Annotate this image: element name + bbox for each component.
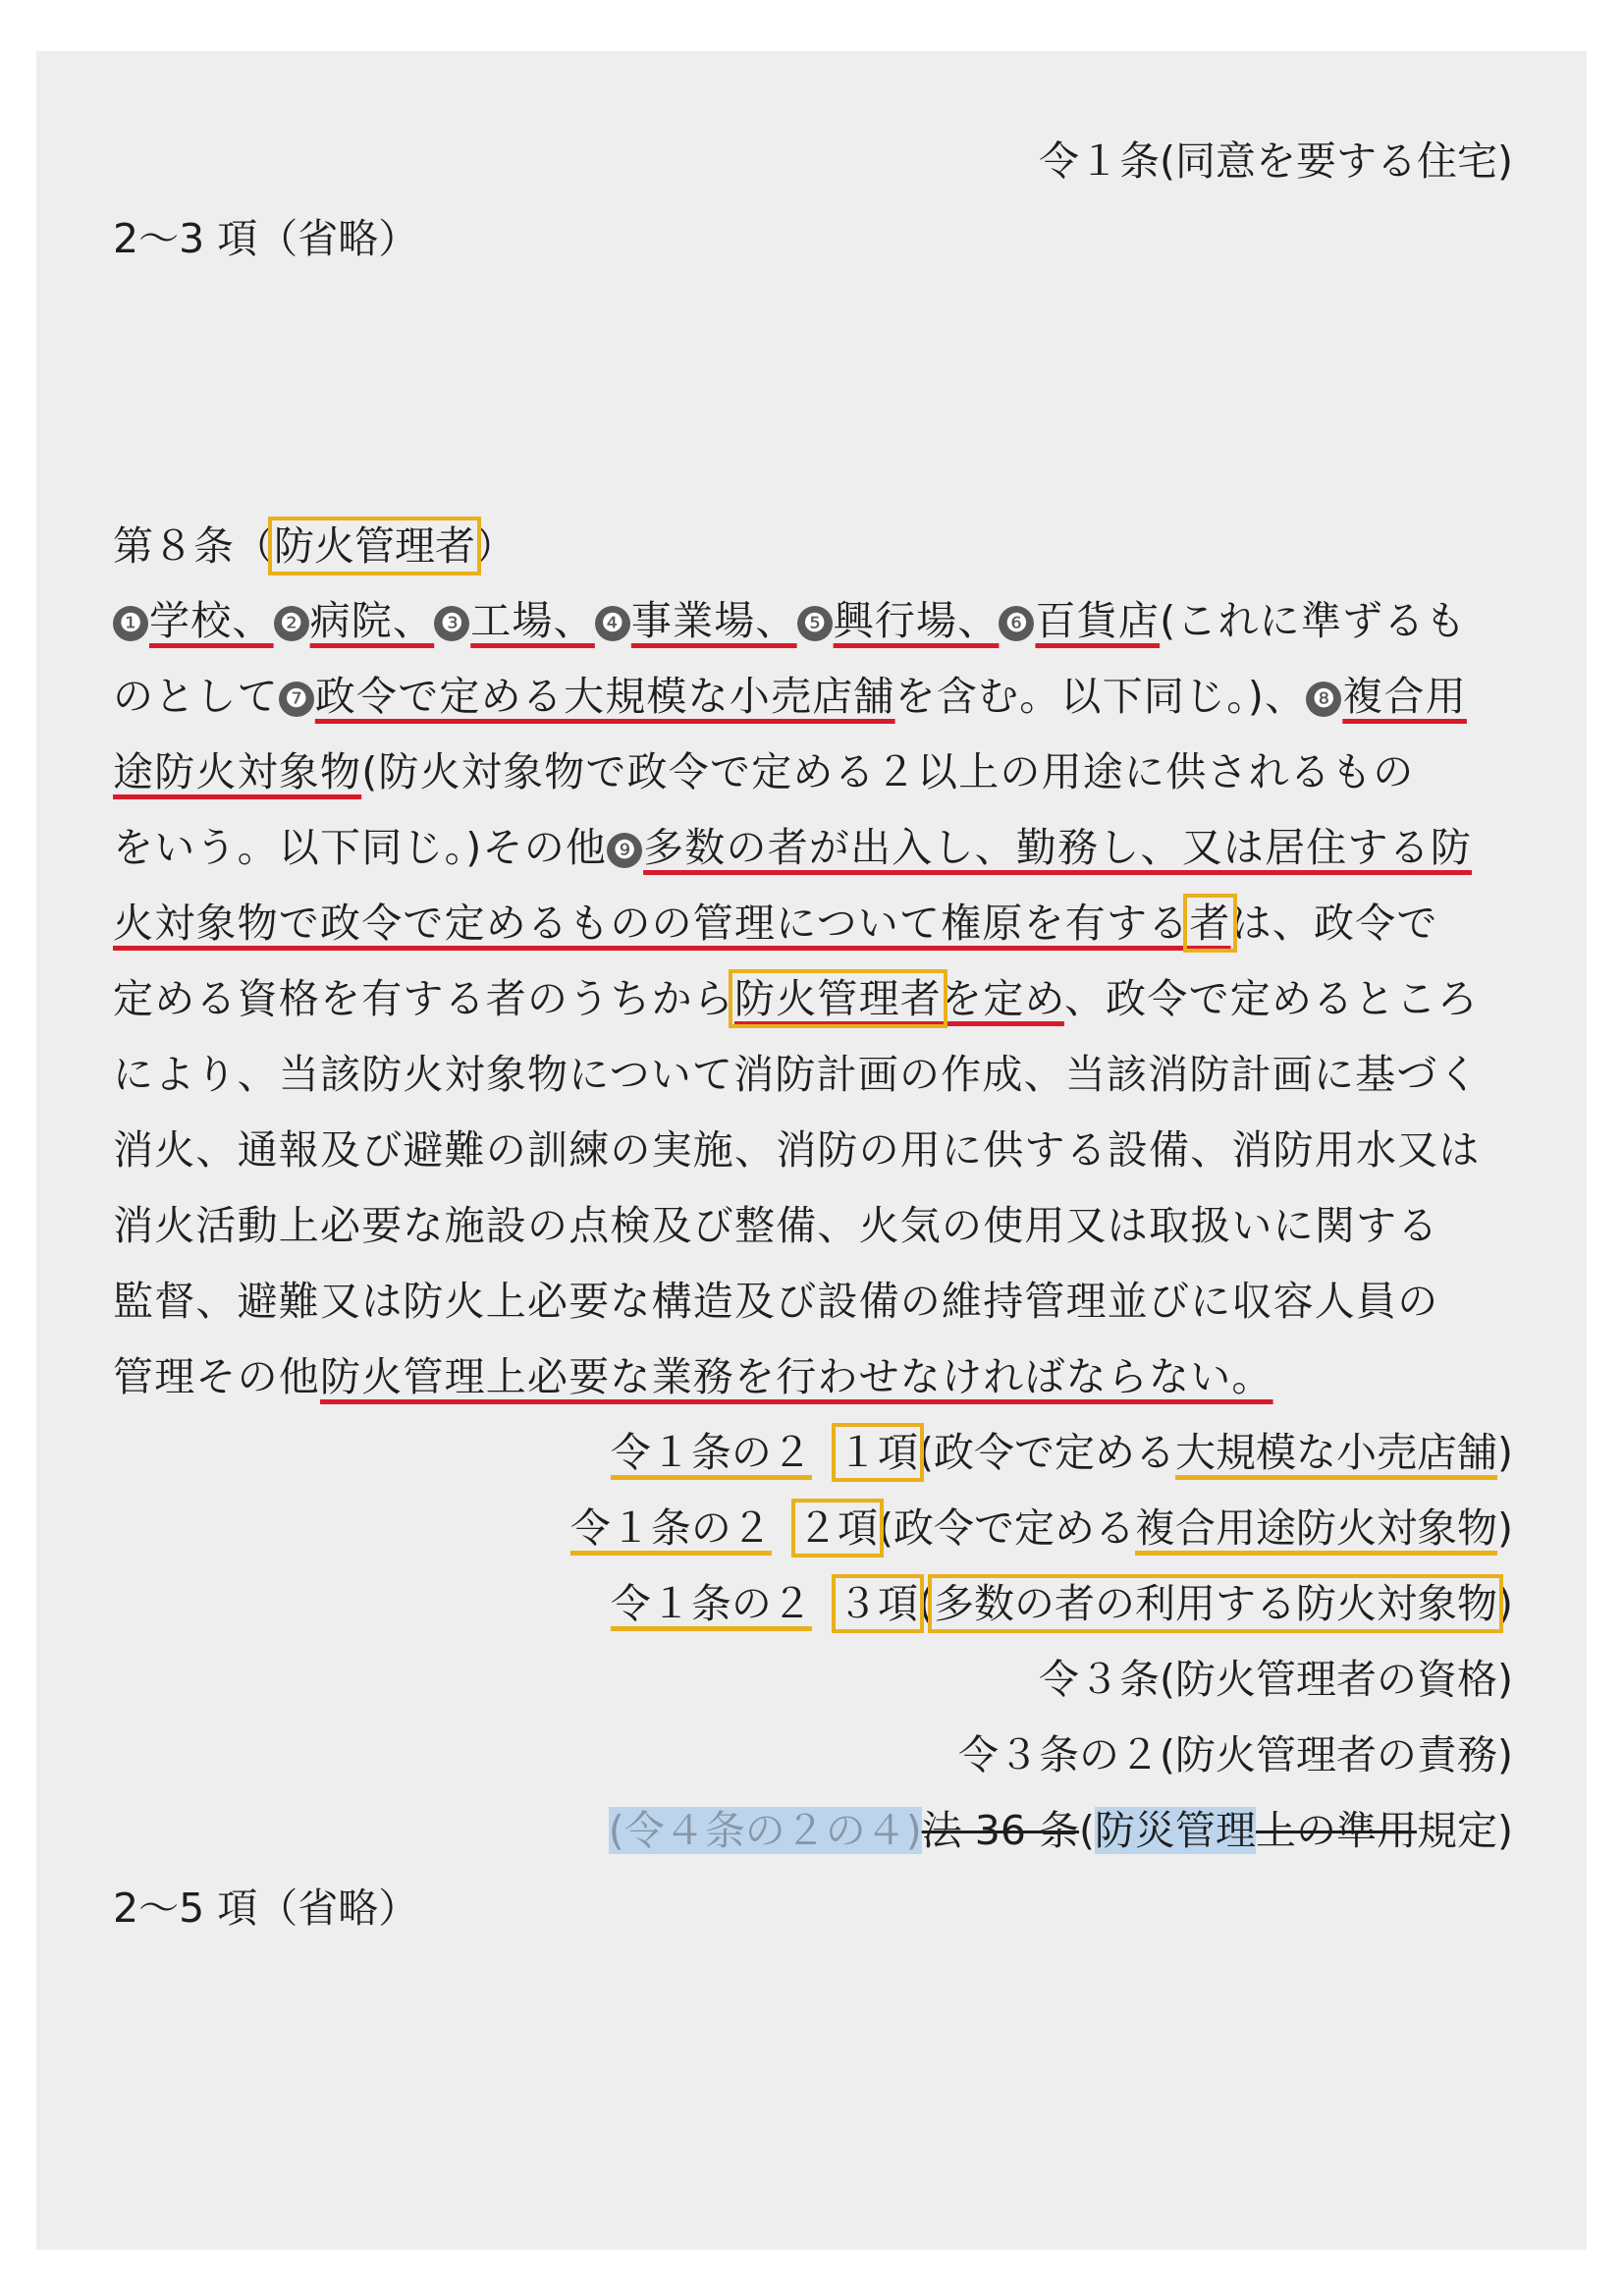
term-large-retail: 政令で定める大規模な小売店舗 xyxy=(314,673,895,720)
line-2-mid: を含む。以下同じ。)、 xyxy=(894,673,1307,720)
ref-2-close: ) xyxy=(1497,1504,1513,1552)
ref-2-term: 複合用途防火対象物 xyxy=(1135,1504,1497,1552)
marker-9: ❾ xyxy=(607,833,642,868)
term-duties: 防火管理上必要な業務を行わせなければならない。 xyxy=(320,1353,1273,1400)
line-4-start: をいう。以下同じ。)その他 xyxy=(113,824,608,871)
term-many-people-a: 多数の者が出入し、勤務し、又は居住する防 xyxy=(643,824,1473,871)
marker-6: ❻ xyxy=(999,606,1034,641)
article-title-suffix: ） xyxy=(475,522,515,570)
ref-6-law-struck: 法 36 条 xyxy=(921,1807,1079,1854)
ref-3-paragraph-box: ３項 xyxy=(838,1580,918,1627)
ref-6-order-highlight: (令４条の２の４) xyxy=(608,1807,922,1854)
line-5-end: は、政令で xyxy=(1230,900,1438,947)
fire-manager-box: 防火管理者 xyxy=(734,975,942,1022)
ref-5-text: 令３条の２(防火管理者の責務) xyxy=(958,1731,1513,1778)
ref-3-article: 令１条の２ xyxy=(610,1580,812,1627)
ref-2-open: (政令で定める xyxy=(878,1504,1135,1552)
marker-5: ❺ xyxy=(797,606,833,641)
ref-1-open: (政令で定める xyxy=(918,1429,1175,1476)
ref-4-text: 令３条(防火管理者の資格) xyxy=(1039,1656,1513,1703)
article-line-9 xyxy=(113,1188,1513,1263)
marker-3: ❸ xyxy=(434,606,469,641)
fire-manager-keyword-box: 防火管理者 xyxy=(274,522,475,570)
ref-3-close: ) xyxy=(1497,1580,1513,1627)
article-line-3 xyxy=(113,735,1513,809)
ref-2-paragraph-box: ２項 xyxy=(797,1504,878,1552)
ref-order-1-2-para-1 xyxy=(113,1415,1513,1490)
term-theater: 興行場、 xyxy=(833,597,1000,644)
line-7-text: により、当該防火対象物について消防計画の作成、当該消防計画に基づく xyxy=(113,1051,1480,1098)
article-title xyxy=(113,509,1513,583)
line-10-text: 監督、避難又は防火上必要な構造及び設備の維持管理並びに収容人員の xyxy=(113,1278,1439,1325)
article-line-10 xyxy=(113,1264,1513,1339)
line-6-start: 定める資格を有する者のうちから xyxy=(113,975,734,1022)
ref-1-article: 令１条の２ xyxy=(610,1429,812,1476)
article-line-4 xyxy=(113,810,1513,885)
ref-order-4-2-4 xyxy=(113,1793,1513,1868)
order-ref-text: 令１条(同意を要する住宅) xyxy=(1039,137,1513,185)
omitted-paragraphs-2-3 xyxy=(113,201,1513,276)
article-line-1 xyxy=(113,583,1513,658)
line-6-end: 、政令で定めるところ xyxy=(1063,975,1479,1022)
line-11-start: 管理その他 xyxy=(113,1353,320,1400)
term-department-store: 百貨店 xyxy=(1035,597,1161,644)
ref-6-open: ( xyxy=(1079,1807,1095,1854)
ref-2-article: 令１条の２ xyxy=(569,1504,772,1552)
ref-3-term-box: 多数の者の利用する防火対象物 xyxy=(934,1580,1497,1627)
ref-order-1-2-para-2 xyxy=(113,1491,1513,1565)
term-workplace: 事業場、 xyxy=(630,597,797,644)
omitted-paragraphs-2-5 xyxy=(113,1871,1513,1945)
article-line-6 xyxy=(113,961,1513,1036)
ref-6-struck-part: 上の準用 xyxy=(1256,1807,1417,1854)
marker-7: ❼ xyxy=(279,682,314,717)
article-line-11 xyxy=(113,1339,1513,1414)
line-1-end: (これに準ずるも xyxy=(1160,597,1467,644)
line-9-text: 消火活動上必要な施設の点検及び整備、火気の使用又は取扱いに関する xyxy=(113,1202,1439,1249)
ref-6-end: 規定) xyxy=(1417,1807,1513,1854)
ref-1-term: 大規模な小売店舗 xyxy=(1175,1429,1497,1476)
term-mixed-use-a: 複合用 xyxy=(1342,673,1467,720)
term-many-people-b: 火対象物で政令で定めるものの管理について権原を有する xyxy=(113,900,1190,947)
omitted-text-2: 2～5 項（省略） xyxy=(113,1885,419,1932)
ref-order-3 xyxy=(113,1642,1513,1717)
omitted-text: 2～3 項（省略） xyxy=(113,215,419,262)
term-factory: 工場、 xyxy=(470,597,595,644)
marker-8: ❽ xyxy=(1306,682,1341,717)
article-line-8 xyxy=(113,1113,1513,1187)
term-mixed-use-b: 途防火対象物 xyxy=(113,748,362,795)
line-8-text: 消火、通報及び避難の訓練の実施、消防の用に供する設備、消防用水又は xyxy=(113,1126,1481,1174)
term-school: 学校、 xyxy=(149,597,274,644)
marker-4: ❹ xyxy=(595,606,630,641)
ref-1-paragraph-box: １項 xyxy=(838,1429,918,1476)
term-person-box: 者 xyxy=(1189,900,1231,947)
ref-order-1-2-para-3 xyxy=(113,1566,1513,1641)
line-2-start: のとして xyxy=(113,673,279,720)
marker-2: ❷ xyxy=(274,606,309,641)
ref-1-close: ) xyxy=(1497,1429,1513,1476)
ref-order-3-2 xyxy=(113,1718,1513,1792)
term-appoint: を定め xyxy=(942,975,1064,1022)
article-line-7 xyxy=(113,1037,1513,1112)
article-line-5 xyxy=(113,886,1513,960)
line-3-rest: (防火対象物で政令で定める２以上の用途に供されるもの xyxy=(361,748,1415,795)
article-line-2 xyxy=(113,659,1513,734)
ref-3-open: ( xyxy=(918,1580,934,1627)
term-hospital: 病院、 xyxy=(309,597,435,644)
order-ref-line xyxy=(113,124,1513,198)
ref-6-disaster-highlight: 防災管理 xyxy=(1095,1807,1256,1854)
marker-1: ❶ xyxy=(113,606,148,641)
article-title-prefix: 第８条（ xyxy=(113,522,274,570)
